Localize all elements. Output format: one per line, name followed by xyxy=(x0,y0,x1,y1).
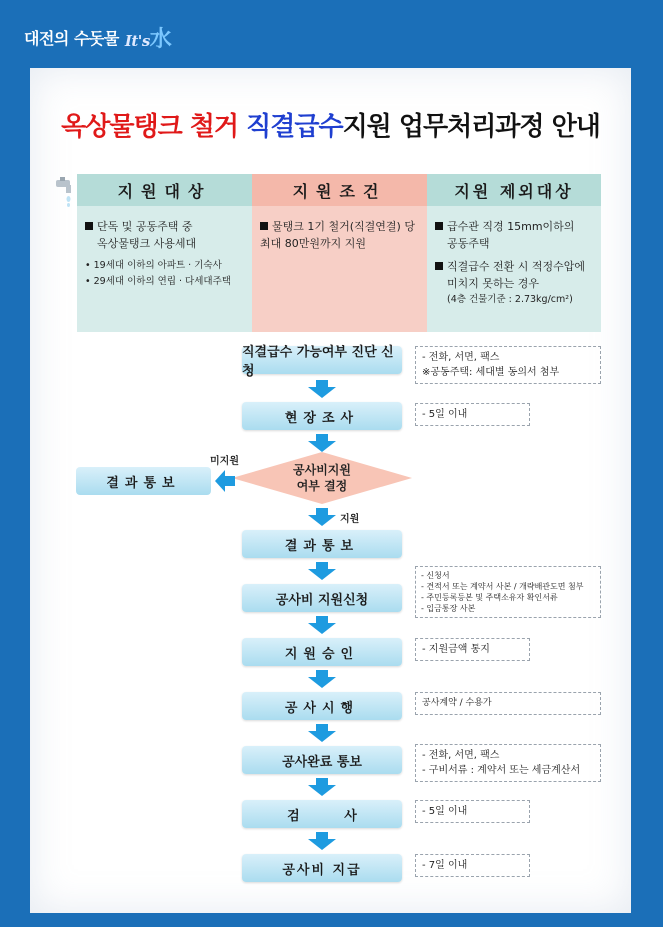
column-header-target: 지원대상 xyxy=(77,174,252,206)
brand-name: 대전의 수돗물 xyxy=(24,29,119,48)
title-part-blue: 직결급수 xyxy=(246,112,343,142)
note-inspection: - 5일 이내 xyxy=(415,800,530,823)
down-arrow-icon xyxy=(308,508,336,526)
condition-line2: 최대 80만원까지 지원 xyxy=(260,237,366,250)
bullet-square-icon xyxy=(260,222,268,230)
column-exclusions xyxy=(427,174,601,332)
decision-label xyxy=(232,452,412,504)
exclusion-line: 미치지 못하는 경우 xyxy=(447,277,540,290)
target-item-line2: 옥상물탱크 사용세대 xyxy=(97,237,197,250)
label-supported: 지원 xyxy=(340,514,360,525)
decision-label-line2: 여부 결정 xyxy=(296,479,348,493)
left-arrow-icon xyxy=(215,470,235,492)
column-header-conditions: 지원조건 xyxy=(252,174,427,206)
down-arrow-icon xyxy=(308,434,336,452)
note-line: - 신청서 xyxy=(421,571,450,580)
step-cost-support-application: 공사비 지원신청 xyxy=(242,584,402,612)
note-survey: - 5일 이내 xyxy=(415,403,530,426)
title-part-black: 지원 업무처리과정 안내 xyxy=(342,112,600,142)
brand-header xyxy=(24,22,171,53)
step-inspection: 검 사 xyxy=(242,800,402,828)
bullet-square-icon xyxy=(435,222,443,230)
support-criteria-table xyxy=(77,174,601,332)
down-arrow-icon xyxy=(308,562,336,580)
note-line: - 구비서류 : 계약서 또는 세금계산서 xyxy=(422,765,581,776)
exclusion-line: 공동주택 xyxy=(447,237,490,250)
down-arrow-icon xyxy=(308,778,336,796)
down-arrow-icon xyxy=(308,724,336,742)
step-diagnosis-request: 직결급수 가능여부 진단 신청 xyxy=(242,346,402,374)
note-application-docs xyxy=(415,566,601,618)
brand-logo: It's水 xyxy=(124,26,172,52)
faucet-icon xyxy=(54,176,76,208)
note-line: - 전화, 서면, 팩스 xyxy=(422,352,500,363)
note-payment: - 7일 이내 xyxy=(415,854,530,877)
note-diagnosis xyxy=(415,346,601,384)
step-construction: 공사시행 xyxy=(242,692,402,720)
step-result-notice: 결과통보 xyxy=(242,530,402,558)
column-target xyxy=(77,174,252,332)
down-arrow-icon xyxy=(308,616,336,634)
condition-line1: 물탱크 1기 철거(직결연결) 당 xyxy=(272,220,415,233)
exclusion-note: (4층 건물기준 : 2.73kg/cm²) xyxy=(447,294,573,305)
column-conditions xyxy=(252,174,427,332)
exclusion-line: 급수관 직경 15mm이하의 xyxy=(447,220,575,233)
note-completion xyxy=(415,744,601,782)
step-completion-notice: 공사완료 통보 xyxy=(242,746,402,774)
note-line: - 주민등록등본 및 주택소유자 확인서류 xyxy=(421,593,558,602)
note-line: - 견적서 또는 계약서 사본 / 개략배관도면 첨부 xyxy=(421,582,584,591)
step-payment: 공사비 지급 xyxy=(242,854,402,882)
target-item-line1: 단독 및 공동주택 중 xyxy=(97,220,193,233)
note-approval: - 지원금액 통지 xyxy=(415,638,530,661)
column-body-exclusions xyxy=(427,206,601,332)
note-line: - 전화, 서면, 팩스 xyxy=(422,750,500,761)
column-body-target xyxy=(77,206,252,332)
page-title xyxy=(30,106,631,143)
column-header-exclusions: 지원 제외대상 xyxy=(427,174,601,206)
target-sub-item: • 19세대 이하의 아파트 · 기숙사 xyxy=(85,260,222,271)
column-body-conditions xyxy=(252,206,427,332)
note-construction: 공사계약 / 수용가 xyxy=(415,692,601,715)
down-arrow-icon xyxy=(308,380,336,398)
content-panel xyxy=(30,68,631,913)
down-arrow-icon xyxy=(308,832,336,850)
note-line: - 입금통장 사본 xyxy=(421,604,476,613)
down-arrow-icon xyxy=(308,670,336,688)
decision-label-line1: 공사비지원 xyxy=(293,463,351,477)
target-sub-item: • 29세대 이하의 연립 · 다세대주택 xyxy=(85,276,231,287)
title-part-red: 옥상물탱크 철거 xyxy=(61,112,239,142)
label-not-supported: 미지원 xyxy=(210,456,239,467)
side-result-notice: 결과통보 xyxy=(76,467,211,495)
step-approval: 지원승인 xyxy=(242,638,402,666)
step-site-survey: 현장조사 xyxy=(242,402,402,430)
bullet-square-icon xyxy=(435,262,443,270)
exclusion-line: 직결급수 전환 시 적정수압에 xyxy=(447,260,586,273)
note-line: ※공동주택: 세대별 동의서 첨부 xyxy=(422,367,560,378)
bullet-square-icon xyxy=(85,222,93,230)
